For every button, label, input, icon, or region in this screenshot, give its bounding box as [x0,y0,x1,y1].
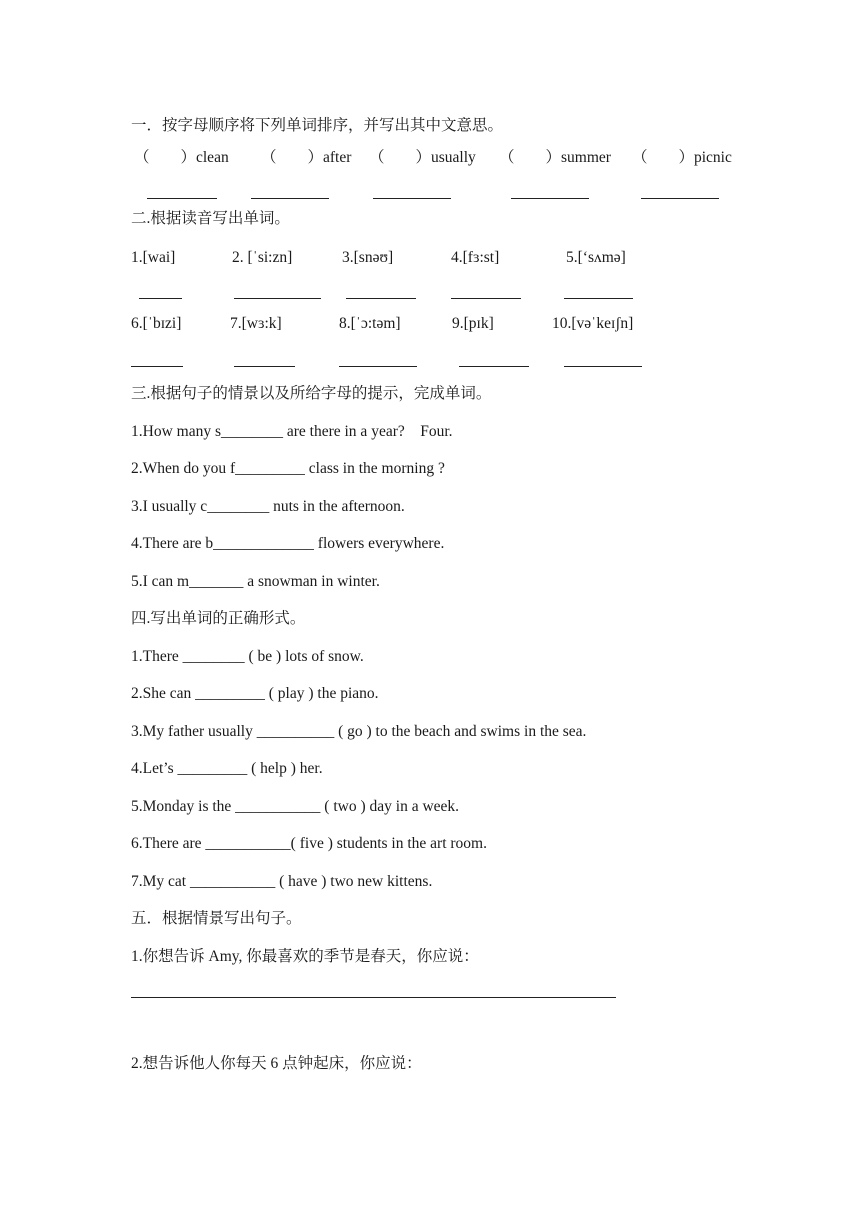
phonetic-item: 5.[‘sʌmə] [566,249,626,266]
answer-blank[interactable] [131,366,183,367]
word-form-sentence: 6.There are ___________( five ) students in the art room. [131,835,487,852]
word-form-sentence: 4.Let’s _________ ( help ) her. [131,760,323,777]
word-item: （ ）picnic [632,149,732,166]
word-item: （ ）usually [369,149,476,166]
answer-blank[interactable] [373,198,451,199]
section-1-words [0,148,860,170]
word-form-sentence: 2.She can _________ ( play ) the piano. [131,685,379,702]
phonetic-item: 9.[pɪk] [452,315,494,332]
fill-in-sentence: 3.I usually c________ nuts in the afternoon. [131,498,405,515]
answer-blank[interactable] [451,298,521,299]
section-1-title: 一．按字母顺序将下列单词排序，并写出其中文意思。 [131,117,504,134]
answer-blank[interactable] [139,298,182,299]
word-form-sentence: 5.Monday is the ___________ ( two ) day in a week. [131,798,460,815]
word-form-sentence: 7.My cat ___________ ( have ) two new kittens. [131,873,433,890]
section-2-title: 二.根据读音写出单词。 [131,210,290,227]
phonetic-item: 3.[snəʊ] [342,249,394,266]
sentence-answer-line[interactable] [131,997,616,998]
phonetic-item: 8.[ˈɔ:təm] [339,315,401,332]
answer-blank[interactable] [641,198,719,199]
fill-in-sentence: 5.I can m_______ a snowman in winter. [131,573,380,590]
answer-blank[interactable] [147,198,217,199]
phonetic-item: 7.[wɜ:k] [230,315,282,332]
phonetic-item: 1.[wai] [131,249,176,266]
fill-in-sentence: 1.How many s________ are there in a year? Four. [131,423,453,440]
answer-blank[interactable] [459,366,529,367]
word-item: （ ）summer [499,149,611,166]
answer-blank[interactable] [251,198,329,199]
phonetic-row-1 [0,248,860,270]
answer-blank[interactable] [511,198,589,199]
word-form-sentence: 1.There ________ ( be ) lots of snow. [131,648,364,665]
section-5-title: 五．根据情景写出句子。 [131,910,302,927]
section-3-title: 三.根据句子的情景以及所给字母的提示，完成单词。 [131,385,492,402]
fill-in-sentence: 4.There are b_____________ flowers everywhere. [131,535,445,552]
scenario-prompt: 1.你想告诉 Amy, 你最喜欢的季节是春天，你应说： [131,948,479,965]
phonetic-item: 2. [ˈsi:zn] [232,249,293,266]
phonetic-item: 10.[vəˈkeɪʃn] [552,315,634,332]
scenario-prompt: 2.想告诉他人你每天 6 点钟起床，你应说： [131,1055,422,1072]
phonetic-item: 6.[ˈbɪzi] [131,315,182,332]
answer-blank[interactable] [346,298,416,299]
word-item: （ ）after [261,149,352,166]
answer-blank[interactable] [564,298,633,299]
fill-in-sentence: 2.When do you f_________ class in the morning ? [131,460,445,477]
answer-blank[interactable] [564,366,642,367]
word-item: （ ）clean [134,149,229,166]
word-form-sentence: 3.My father usually __________ ( go ) to the beach and swims in the sea. [131,723,587,740]
section-4-title: 四.写出单词的正确形式。 [131,610,306,627]
answer-blank[interactable] [234,366,295,367]
phonetic-row-2 [0,314,860,336]
answer-blank[interactable] [339,366,417,367]
answer-blank[interactable] [234,298,321,299]
phonetic-item: 4.[fɜ:st] [451,249,500,266]
